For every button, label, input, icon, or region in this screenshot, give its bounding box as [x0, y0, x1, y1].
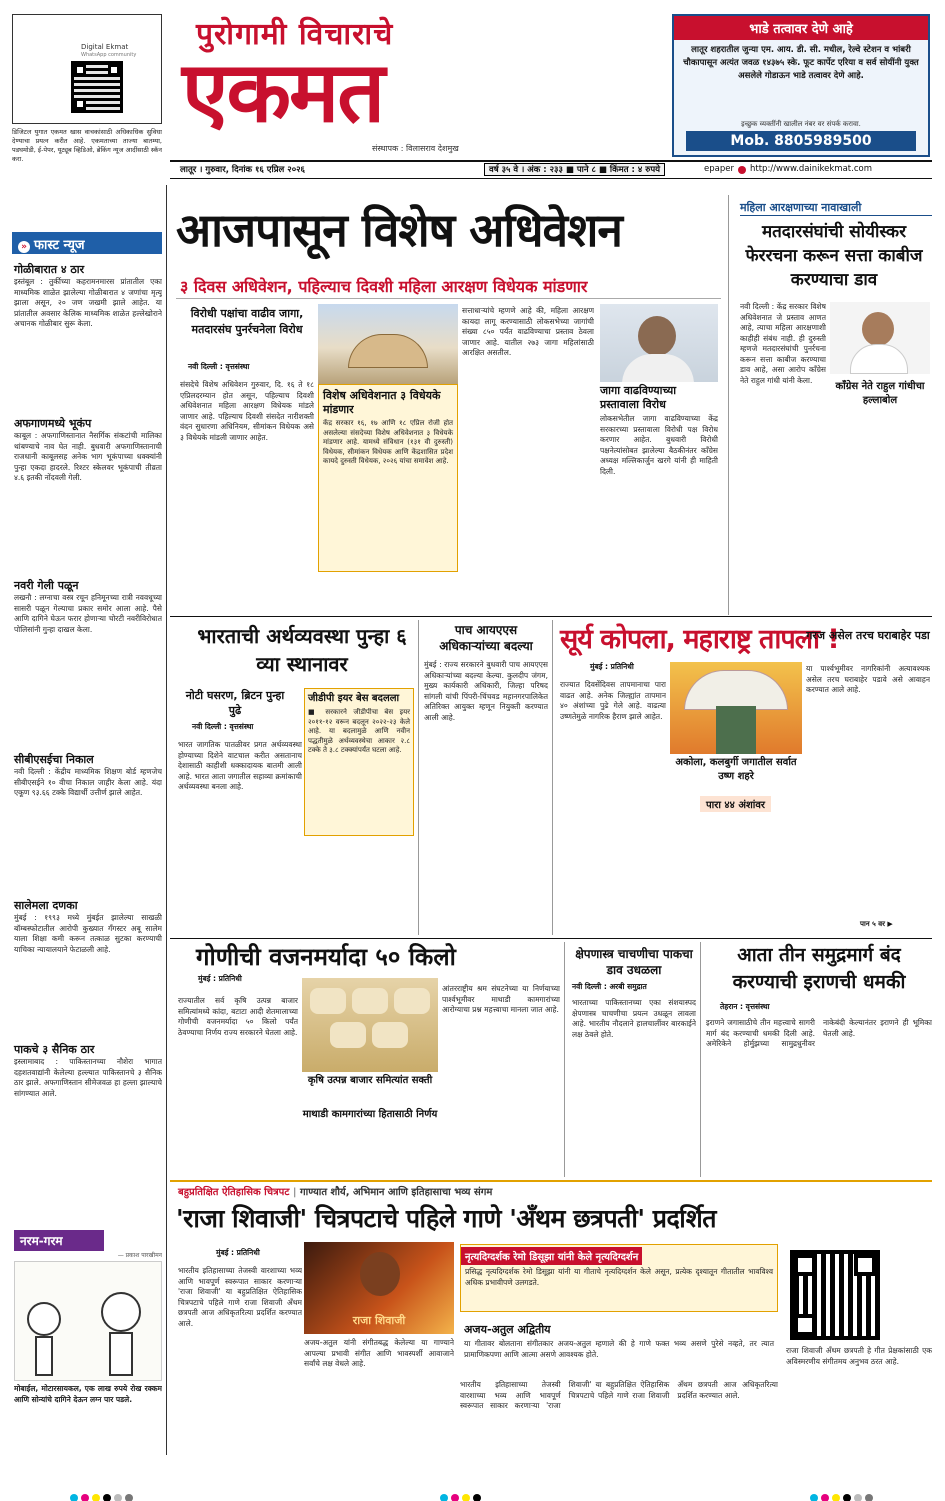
ias-divider: [418, 620, 419, 935]
sidebar-item-head: सालेमला दणका: [14, 899, 78, 912]
sacks-headline: गोणीची वजनमर्यादा ५० किलो: [196, 943, 456, 971]
sidebar-item-body: मुंबई : १९९३ मध्ये मुंबईत झालेल्या साखळी बॉम्बस्फोटातील आरोपी कुख्यात गँगस्टर अबू सालेम याला शिक्षा कमी करून तत्काळ सुटका करण्याची याचिका न्यायालयाने फेटाळली आहे.: [14, 913, 162, 954]
gdp-box-body: ■ सरकारने जीडीपीचा बेस इयर २०११-१२ वरून बदलून २०२२-२३ केले आहे. या बदलामुळे आणि नवीन पद्धतीमुळे अर्थव्यवस्थेचा आकार २.८ टक्के ते ३.८ टक्क्यांपर्यंत घटला आहे.: [308, 708, 410, 754]
heat-side-head: गरज असेल तरच घराबाहेर पडा: [806, 629, 930, 642]
classified-ad: [672, 14, 930, 157]
choreography-head: नृत्यदिग्दर्शक रेमो डिसूझा यांनी केले नृत्यदिग्दर्शन: [461, 1247, 642, 1265]
sacks-caption-2: माथाडी कामगारांच्या हितासाठी निर्णय: [302, 1109, 438, 1120]
cartoon-image: [14, 1261, 162, 1381]
cartoon-by: — प्रकाश पारखीमन: [117, 1252, 162, 1259]
sacks-body: राज्यातील सर्व कृषि उत्पन्न बाजार समित्यांमध्ये कांदा, बटाटा आदी शेतमालाच्या गोणीची वजनमर्यादा ५० किलो पर्यंत ठेवण्याचा निर्णय राज्य सरकारने घेतला आहे.: [178, 996, 298, 1037]
founder: संस्थापक : विलासराव देशमुख: [372, 144, 459, 153]
band-3-rule: [170, 938, 932, 939]
lead-subhead: ३ दिवस अधिवेशन, पहिल्याच दिवशी महिला आरक्षण विधेयक मांडणार: [180, 277, 588, 296]
printer-marks-left: [70, 1487, 136, 1501]
ias-headline: पाच आयएएस अधिकाऱ्यांच्या बदल्या: [439, 623, 533, 653]
sidebar-item-head: सीबीएसईचा निकाल: [14, 753, 94, 766]
iran-divider: [700, 942, 701, 1177]
film-headline: 'राजा शिवाजी' चित्रपटाचे पहिले गाणे 'अँथम छत्रपती' प्रदर्शित: [176, 1204, 716, 1233]
ias-body: मुंबई : राज्य सरकारने बुधवारी पाच आयएएस अधिकाऱ्यांच्या बदल्या केल्या. कुलदीप जंगम, मुख्य कार्यकारी अधिकारी, जिल्हा परिषद सांगली यांची पिंपरी-चिंचवड महानगरपालिकेत अतिरिक्त आयुक्त म्हणून नियुक्ती करण्यात आली आहे.: [424, 660, 548, 722]
rahul-photo: [830, 302, 930, 374]
qr-label: Digital Ekmat: [81, 43, 129, 51]
film-body-3: भारतीय इतिहासाच्या तेजस्वी वारशाच्या भव्य आणि भावपूर्ण स्वरूपात साकार करणाऱ्या 'राजा शिवाजी' या बहुप्रतिक्षित ऐतिहासिक चित्रपटाचे पहिले गाणे राजा शिवाजी अँथम छत्रपती आज अधिकृतरित्या प्रदर्शित करण्यात आले.: [460, 1380, 778, 1410]
right-body: नवी दिल्ली : केंद्र सरकार विशेष अधिवेशनात जे प्रस्ताव आणत आहे, त्याचा महिला आरक्षणाशी काहीही संबंध नाही. ही दुरुस्ती म्हणजे मतदारसंघांची पुनर्रचना करून सत्ता काबीज करण्याचा डाव आहे, असा आरोप काँग्रेस नेते राहुल गांधी यांनी केला.: [740, 302, 826, 385]
sidebar-item-body: नवी दिल्ली : केंद्रीय माध्यमिक शिक्षण बोर्ड म्हणजेच सीबीएसईने १० वीचा निकाल जाहीर केला आहे. यंदा एकूण ९३.६६ टक्के विद्यार्थी उत्तीर्ण झाले आहेत.: [14, 767, 162, 797]
masthead-logo: एकमत: [182, 43, 384, 141]
film-kicker-2: गाण्यात शौर्य, अभिमान आणि इतिहासाचा भव्य संगम: [299, 1187, 493, 1198]
choreography-body: प्रसिद्ध नृत्यदिग्दर्शक रेमो डिसूझा यांनी या गीताचे नृत्यदिग्दर्शन केले असून, प्रत्येक दृश्यातून गीतातील भावविश्व अधिक प्रभावीपणे उलगडते.: [465, 1267, 773, 1287]
heat-side-body: या पार्श्वभूमीवर नागरिकांनी अत्यावश्यक असेल तरच घराबाहेर पडावे असे आवाहन करण्यात आले आहे.: [806, 664, 930, 694]
sidebar-item-head: नवरी गेली पळून: [14, 579, 79, 592]
bills-box-body: केंद्र सरकार १६, १७ आणि १८ एप्रिल रोजी होत असलेल्या संसदेच्या विशेष अधिवेशनात ३ विधेयके मांडणार आहे. यामध्ये संविधान (१३१ वी दुरुस्ती) विधेयक, सीमांकन विधेयक आणि केंद्रशासित प्रदेश कायदे दुरुस्ती विधेयक, २०२६ यांचा समावेश आहे.: [323, 419, 453, 465]
missile-divider: [564, 942, 565, 1177]
sidebar-item-head: गोळीबारात ४ ठार: [14, 263, 85, 276]
heat-continued[interactable]: पान ५ वर ▶: [860, 920, 893, 928]
heat-headline: सूर्य कोपला, महाराष्ट्र तापला !: [560, 624, 839, 655]
fast-news-title: फास्ट न्यूज: [34, 238, 85, 253]
heat-dateline: मुंबई : प्रतिनिधी: [590, 662, 634, 671]
sidebar-divider: [166, 185, 167, 1455]
ajay-atul-head: अजय-अतुल अद्वितीय: [464, 1323, 551, 1336]
heat-body: राज्यात दिवसेंदिवस तापमानाचा पारा वाढत आहे. अनेक जिल्ह्यांत तापमान ४० अंशांच्या पुढे गेले आहे. वाढत्या उष्णतेमुळे नागरिक हैराण झाले आहेत.: [560, 680, 666, 721]
ad-contact: इच्छुक व्यक्तींनी खालील नंबर वर संपर्क करावा.: [741, 120, 861, 128]
sidebar-item-body: इस्तंबूल : तुर्कीच्या कहरामनमारस प्रांतातील एका माध्यमिक शाळेत झालेल्या गोळीबारात ४ जणांचा मृत्यू झाला असून, २० जण जखमी झाले आहेत. या प्रांतातील अवसार केलिक माध्यमिक शाळेत हल्लेखोराने अचानक गोळीबार सुरू केला.: [14, 277, 162, 328]
printer-marks-mid: [440, 1487, 484, 1501]
heat-photo-caption: अकोला, कलबुर्गी जगातील सर्वात उष्ण शहरे: [675, 757, 797, 782]
heat-photo: [670, 662, 802, 754]
sidebar-item-body: लखनौ : लग्नाचा वस्त्र रचून हनिमूनच्या रात्री नववधूच्या सासरी पळून गेल्याचा प्रकार समोर आला आहे. पैसे आणि दागिने घेऊन फरार होणाऱ्या चोरटी नवरीविरोधात पोलिसांनी गुन्हा दाखल केला.: [14, 593, 162, 634]
right-headline: मतदारसंघांची सोयीस्कर फेररचना करून सत्ता काबीज करण्याचा डाव: [745, 222, 923, 290]
kharge-caption: जागा वाढविण्याच्या प्रस्तावाला विरोध: [600, 384, 677, 411]
ajay-atul-body: या गीतावर बोलताना संगीतकार अजय-अतुल म्हणाले की हे गाणे फक्त भव्य असणे पुरेसे नव्हते, तर त्यात प्रामाणिकपणा आणि आत्मा असणे आवश्यक होते.: [464, 1339, 774, 1359]
lead-body-3: लोकसभेतील जागा वाढविण्याच्या केंद्र सरकारच्या प्रस्तावाला विरोधी पक्ष विरोध करणार आहेत. बुधवारी विरोधी पक्षनेत्यांसोबत झालेल्या बैठकीनंतर काँग्रेस अध्यक्ष मल्लिकार्जुन खरगे यांनी ही माहिती दिली.: [600, 414, 718, 476]
band-2-rule: [170, 616, 932, 617]
sacks-photo: [302, 978, 438, 1072]
ad-body: लातूर शहरातील जुन्या एम. आय. डी. सी. मधील, रेल्वे स्टेशन व भांबरी चौकापासून अत्यंत जवळ १४३७५ स्के. फूट कार्पेट एरिया व सर्व सोयींनी युक्त असलेले गोडाऊन भाडे तत्वावर देणे आहे.: [683, 45, 919, 81]
economy-body: भारत जागतिक पातळीवर प्रगत अर्थव्यवस्था होण्याच्या दिशेने वाटचाल करीत असतानाच देशासाठी काहीशी धक्कादायक बातमी आली आहे. भारत आता जगातील सहाव्या क्रमांकाची अर्थव्यवस्था बनला आहे.: [178, 740, 302, 791]
iran-headline: आता तीन समुद्रमार्ग बंद करण्याची इराणची धमकी: [732, 944, 906, 993]
bills-box-head: विशेष अधिवेशनात ३ विधेयके मांडणार: [323, 389, 441, 416]
gdp-box: [304, 688, 414, 836]
film-poster: [304, 1242, 454, 1334]
sidebar-item: [14, 1042, 162, 1195]
sidebar-item-body: काबूल : अफगाणिस्तानात नैसर्गिक संकटांची मालिका थांबण्याचे नाव घेत नाही. बुधवारी अफगाणिस्तानाची राजधानी काबूलसह अनेक भाग भूकंपाच्या धक्क्यांनी पुन्हा एकदा हादरले. रिश्टर स्केलवर भूकंपाची तीव्रता ४.६ इतकी नोंदवली गेली.: [14, 431, 162, 482]
film-rule: [170, 1180, 932, 1182]
bolt-icon: »: [18, 241, 30, 253]
website-link[interactable]: http://www.dainikekmat.com: [750, 164, 872, 174]
sacks-body-2: आंतरराष्ट्रीय श्रम संघटनेच्या या निर्णयाच्या पार्श्वभूमीवर माथाडी कामगारांच्या आरोग्याचा प्रश्न महत्त्वाचा मानला जात आहे.: [442, 984, 560, 1014]
film-body-2: अजय-अतुल यांनी संगीतबद्ध केलेल्या या गाण्याने आपल्या प्रभावी संगीत आणि भावस्पर्शी आवाजाने सर्वांचे लक्ष वेधले आहे.: [304, 1338, 454, 1368]
lead-body-2: सत्ताधाऱ्यांचे म्हणणे आहे की, महिला आरक्षण कायदा लागू करण्यासाठी लोकसभेच्या जागांची संख्या ८५० पर्यंत वाढविण्याचा प्रस्ताव ठेवला जाणार आहे. यातील २७३ जागा महिलांसाठी आरक्षित असतील.: [462, 306, 594, 357]
sidebar-item: [14, 752, 162, 899]
cartoon-box: [14, 1230, 162, 1450]
bills-box: [318, 384, 458, 572]
issue-info: वर्ष ३५ वे । अंक : २३३ ■ पाने ८ ■ किंमत : ४ रुपये: [484, 163, 665, 176]
lead-headline: आजपासून विशेष अधिवेशन: [176, 203, 622, 257]
choreography-box: [460, 1244, 778, 1312]
sidebar-item: [14, 578, 162, 755]
parliament-photo: [318, 304, 458, 384]
iran-body: इराणने जगासाठीचे तीन महत्त्वाचे सागरी मार्ग बंद करण्याची धमकी दिली आहे. अमेरिकेने होर्मुझच्या सामुद्रधुनीवर नाकेबंदी केल्यानंतर इराणने ही भूमिका घेतली आहे.: [706, 1018, 932, 1048]
sidebar-item: [14, 262, 162, 419]
qr-caption: डिजिटल युगात एकमत खास वाचकांसाठी अधिकाधिक सुविधा देण्याचा प्रयत्न करीत आहे. एकमताच्या ताज्या बातम्या, पडघमोडी, ई-पेपर, यूट्यूब व्हिडिओ, ब्रेकिंग न्यूज आदींसाठी स्कॅन करा.: [12, 128, 162, 163]
cartoon-caption: मोबाईल, मोटारसायकल, एक लाख रुपये रोख रक्कम आणि सोन्यांचे दागिने देऊन लग्न पार पडले.: [14, 1384, 162, 1404]
sidebar-item: [14, 416, 162, 573]
kharge-photo: [600, 304, 718, 382]
temp-badge: पारा ४४ अंशांवर: [700, 796, 771, 812]
missile-body: भारताच्या पाकिस्तानच्या एका संशयास्पद क्षेपणास्त्र चाचणीचा प्रयत्न उधळून लावला आहे. भारतीय नौदलाने हालचालींवर बारकाईने लक्ष ठेवले होते.: [572, 998, 696, 1039]
sacks-caption-1: कृषि उत्पन्न बाजार समित्यांत सक्ती: [307, 1075, 433, 1086]
economy-side-head: नोटी घसरण, ब्रिटन पुन्हा पुढे: [185, 689, 285, 717]
iran-dateline: तेहरान : वृत्तसंस्था: [720, 1002, 770, 1011]
lead-body-1: संसदेचे विशेष अधिवेशन गुरुवार, दि. १६ ते १८ एप्रिलदरम्यान होत असून, पहिल्याच दिवशी अधिवेशनात महिला आरक्षण विधेयक मांडले जाणार आहे. पहिल्याच दिवशी संसदेत नारीशक्ती वंदन सुधारणा अधिनियम, सीमांकन विधेयक असे ३ विधेयके मांडली जाणार आहेत.: [180, 380, 314, 442]
sidebar-item-body: इस्लामाबाद : पाकिस्तानच्या नौशेरा भागात दहशतवाद्यांनी केलेल्या हल्ल्यात पाकिस्तानचे ३ सैनिक ठार झाले. अफगाणिस्तान सीमेजवळ हा हल्ला झाल्याचे सांगण्यात आले.: [14, 1057, 162, 1098]
ajay-atul-box: [460, 1320, 778, 1376]
qr-panel: [12, 14, 162, 124]
film-qr-code-icon[interactable]: [790, 1250, 880, 1340]
globe-icon: [738, 166, 746, 174]
film-body-1: भारतीय इतिहासाच्या तेजस्वी वारशाच्या भव्य आणि भावपूर्ण स्वरूपात साकार करणाऱ्या 'राजा शिवाजी' या बहुप्रतिक्षित ऐतिहासिक चित्रपटाचे पहिले गाणे राजा शिवाजी अँथम छत्रपती आज अधिकृतरित्या प्रदर्शित करण्यात आले.: [178, 1266, 302, 1328]
sidebar-item-head: अफगाणमध्ये भूकंप: [14, 417, 92, 430]
right-kicker: महिला आरक्षणाच्या नावाखाली: [740, 200, 932, 216]
qr-sub: WhatsApp community: [81, 52, 137, 58]
sidebar-item-head: पाकचे ३ सैनिक ठार: [14, 1043, 95, 1056]
film-kicker: बहुप्रतिक्षित ऐतिहासिक चित्रपट | गाण्यात शौर्य, अभिमान आणि इतिहासाचा भव्य संगम: [178, 1187, 493, 1198]
lead-side-head: विरोधी पक्षांचा वाढीव जागा, मतदारसंघ पुनर्रचनेला विरोध: [190, 307, 304, 336]
tagline: पुरोगामी विचाराचे: [196, 17, 394, 52]
epaper-label[interactable]: epaper: [704, 164, 734, 174]
heat-divider: [552, 620, 553, 935]
film-kicker-1: बहुप्रतिक्षित ऐतिहासिक चित्रपट: [178, 1187, 290, 1198]
sidebar-item: [14, 898, 162, 1043]
poster-title: राजा शिवाजी: [352, 1314, 406, 1327]
dateline-rule-bottom: [170, 178, 932, 179]
dateline: लातूर । गुरुवार, दिनांक १६ एप्रिल २०२६: [180, 165, 305, 175]
ad-mobile: Mob. 8805989500: [686, 131, 916, 151]
economy-headline: भारताची अर्थव्यवस्था पुन्हा ६ व्या स्थानावर: [197, 624, 407, 676]
fast-news-header: [12, 232, 162, 254]
cartoon-title: नरम-गरम: [14, 1230, 104, 1251]
film-dateline: मुंबई : प्रतिनिधी: [216, 1248, 260, 1257]
qr-code-icon[interactable]: [71, 61, 123, 113]
ad-title: भाडे तत्वावर देणे आहे: [674, 16, 928, 40]
sacks-dateline: मुंबई : प्रतिनिधी: [198, 974, 242, 983]
gdp-box-head: जीडीपी इयर बेस बदलला: [308, 693, 400, 704]
lead-rule: [176, 298, 721, 299]
right-col-divider: [728, 195, 729, 615]
printer-marks-right: [810, 1487, 876, 1501]
rahul-caption: काँग्रेस नेते राहुल गांधीचा हल्लाबोल: [835, 381, 925, 406]
lead-dateline: नवी दिल्ली : वृत्तसंस्था: [188, 362, 250, 371]
economy-dateline: नवी दिल्ली : वृत्तसंस्था: [192, 722, 254, 731]
missile-dateline: नवी दिल्ली : अरबी समुद्रात: [572, 982, 647, 991]
dateline-rule: [170, 160, 932, 162]
missile-headline: क्षेपणास्त्र चाचणीचा पाकचा डाव उधळला: [575, 947, 693, 977]
film-qr-caption: राजा शिवाजी अँथम छत्रपती हे गीत प्रेक्षकांसाठी एक अविस्मरणीय संगीतमय अनुभव ठरत आहे.: [786, 1346, 932, 1366]
